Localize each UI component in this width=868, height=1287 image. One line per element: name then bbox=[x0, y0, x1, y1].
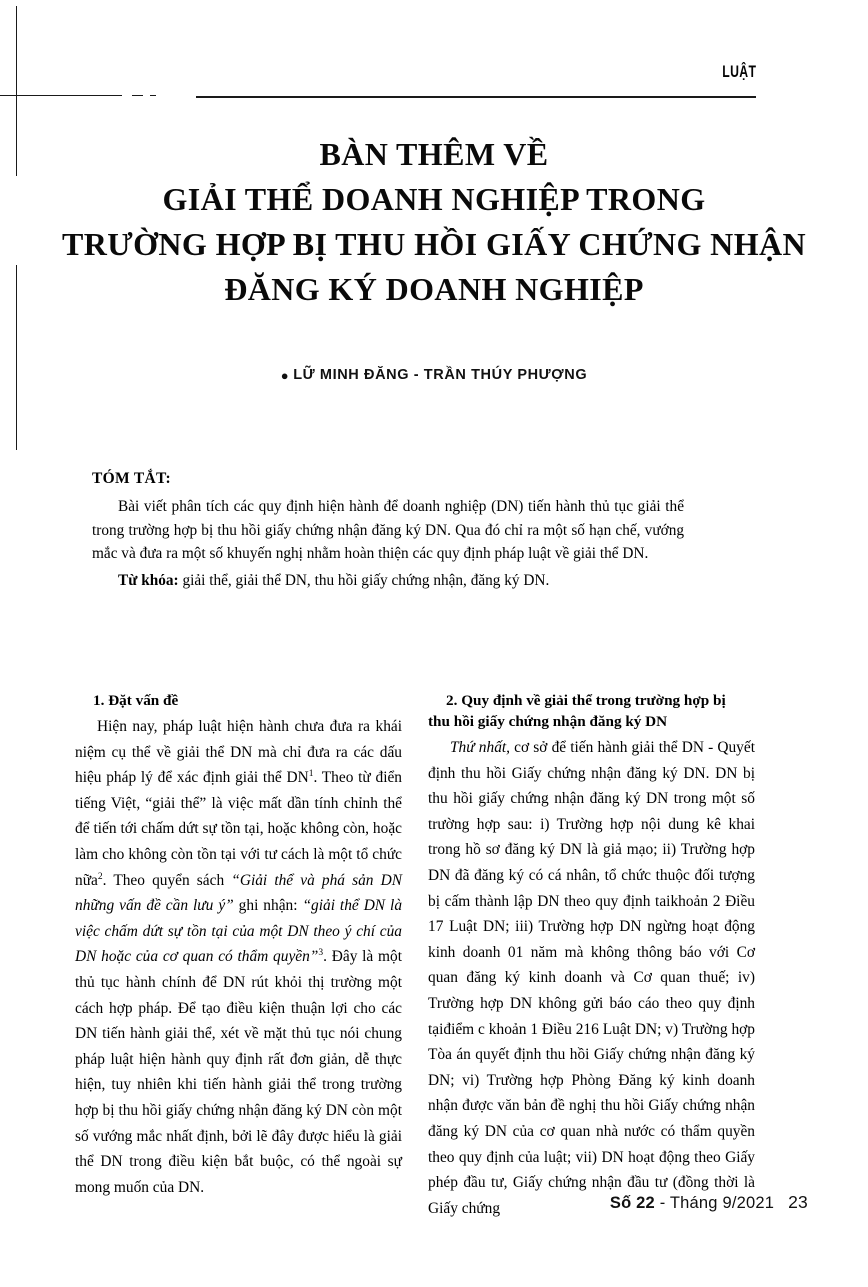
paragraph-left-1 bbox=[75, 714, 402, 1200]
paragraph-right-1 bbox=[428, 735, 755, 1221]
text-run: . Đây là một thủ tục hành chính để DN rút khỏi thị trường một cách hợp pháp. Để tạo điều kiện thuận lợi cho các DN tiến hành giải thể, xét về mặt thủ tục nói chung pháp luật hiện hành quy định rất đơn giản, dễ thực hiện, tuy nhiên khi tiến hành giải thể trong trường hợp bị thu hồi giấy chứng nhận đăng ký DN còn một số vướng mắc nhất định, bởi lẽ đây được hiểu là giải thể DN trong điều kiện bắt buộc, có thể ngoài sự mong muốn của DN. bbox=[75, 948, 402, 1196]
abstract-heading: TÓM TẮT: bbox=[92, 470, 171, 487]
title-line-3: TRƯỜNG HỢP BỊ THU HỒI GIẤY CHỨNG NHẬN bbox=[61, 226, 807, 262]
issue-number: Số 22 bbox=[609, 1194, 655, 1212]
author-byline bbox=[60, 367, 808, 383]
footnote-ref-3: 3 bbox=[318, 948, 324, 959]
title-line-1: BÀN THÊM VỀ bbox=[319, 136, 549, 172]
keywords-value: giải thể, giải thể DN, thu hồi giấy chứng nhận, đăng ký DN. bbox=[178, 571, 550, 589]
cited-title: “Giải thể và phá sản DN những vấn đề cần lưu ý” bbox=[75, 871, 402, 915]
frame-rule-dash-b bbox=[150, 95, 156, 96]
text-run: . Theo quyển sách bbox=[102, 871, 232, 889]
frame-rule-horizontal-right bbox=[196, 96, 756, 98]
footnote-ref-2: 2 bbox=[97, 871, 103, 882]
section-label: LUẬT bbox=[721, 62, 756, 81]
text-run: Hiện nay, pháp luật hiện hành chưa đưa ra khái niệm cụ thể về giải thể DN mà chỉ đưa ra các dấu hiệu pháp lý để xác định giải thể DN bbox=[75, 718, 402, 787]
page-number: 23 bbox=[788, 1192, 808, 1212]
author-names: LỮ MINH ĐĂNG - TRẦN THÚY PHƯỢNG bbox=[293, 367, 588, 383]
title-line-2: GIẢI THỂ DOANH NGHIỆP TRONG bbox=[162, 181, 706, 217]
frame-rule-horizontal-left bbox=[0, 95, 122, 96]
text-run: . Theo từ điển tiếng Việt, “giải thể” là việc mất dần tính chỉnh thể để tiến tới chấm dứt sự tồn tại, hoặc không còn, hoặc làm cho không còn tồn tại với tư cách là một tổ chức nữa bbox=[75, 769, 402, 889]
keywords-label: Từ khóa: bbox=[118, 571, 179, 589]
frame-rule-dash-a bbox=[132, 95, 143, 96]
bullet-icon: ● bbox=[280, 367, 290, 383]
footnote-ref-1: 1 bbox=[308, 769, 314, 780]
abstract-section bbox=[92, 470, 684, 592]
text-run: ghi nhận: bbox=[233, 897, 303, 915]
quoted-definition: “giải thể DN là việc chấm dứt sự tồn tại của một DN theo ý chí của DN hoặc của cơ quan có thẩm quyền” bbox=[75, 897, 403, 966]
column-left bbox=[75, 690, 402, 1200]
abstract-body: Bài viết phân tích các quy định hiện hành để doanh nghiệp (DN) tiến hành thủ tục giải thể trong trường hợp bị thu hồi giấy chứng nhận đăng ký DN. Qua đó chỉ ra một số hạn chế, vướng mắc và đưa ra một số khuyến nghị nhằm hoàn thiện các quy định pháp luật về giải thể DN. bbox=[92, 498, 684, 562]
section-heading-2 bbox=[428, 690, 755, 732]
column-right bbox=[428, 690, 755, 1221]
page-title bbox=[60, 132, 808, 312]
abstract-keywords bbox=[92, 569, 684, 593]
issue-date: - Tháng 9/2021 bbox=[654, 1194, 775, 1212]
title-line-4: ĐĂNG KÝ DOANH NGHIỆP bbox=[224, 271, 644, 307]
text-run: cơ sở để tiến hành giải thể DN - Quyết định thu hồi Giấy chứng nhận đăng ký DN. DN bị thu hồi giấy chứng nhận đăng ký DN trong một số trường hợp sau: i) Trường hợp nội dung kê khai trong hồ sơ đăng ký DN là giả mạo; ii) Trường hợp DN đã đăng ký có cá nhân, tổ chức thuộc đối tượng bị cấm thành lập DN theo quy định taikhoản 2 Điều 17 Luật DN; iii) Trường hợp DN ngừng hoạt động kinh doanh 01 năm mà không thông báo với Cơ quan đăng ký kinh doanh và Cơ quan thuế; iv) Trường hợp DN không gửi báo cáo theo quy định tạiđiểm c khoản 1 Điều 216 Luật DN; v) Trường hợp Tòa án quyết định thu hồi Giấy chứng nhận đăng ký DN; vi) Trường hợp Phòng Đăng ký kinh doanh nhận được văn bản đề nghị thu hồi Giấy chứng nhận đăng ký DN của cơ quan nhà nước có thẩm quyền theo quy định của luật; vii) DN hoạt động theo Giấy phép đầu tư, Giấy chứng nhận đầu tư (đồng thời là Giấy chứng bbox=[428, 739, 755, 1217]
page-footer bbox=[610, 1192, 808, 1213]
section-heading-2-line2: thu hồi giấy chứng nhận đăng ký DN bbox=[428, 713, 668, 730]
frame-rule-vertical-middle bbox=[16, 265, 17, 450]
section-heading-2-line1: 2. Quy định về giải thể trong trường hợp bị bbox=[446, 692, 726, 709]
section-heading-1: 1. Đặt vấn đề bbox=[93, 692, 179, 709]
ordinal-marker: Thứ nhất, bbox=[450, 739, 511, 756]
frame-rule-vertical-top bbox=[16, 6, 17, 176]
